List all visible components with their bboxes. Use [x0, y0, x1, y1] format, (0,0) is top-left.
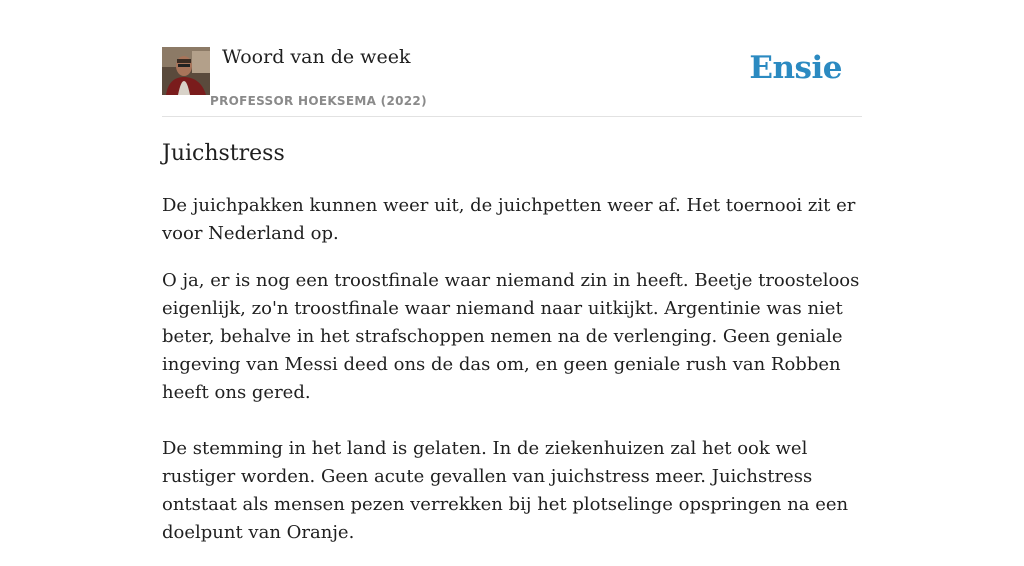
article-paragraph: De stemming in het land is gelaten. In de ziekenhuizen zal het ook wel rustiger worden. Geen acute gevallen van juichstress meer. Juichstress ontstaat als mensen pezen verrekken bij het plotselinge opspringen na een doelpunt van Oranje.	[162, 438, 849, 543]
series-title[interactable]: Woord van de week	[222, 46, 411, 68]
author-line[interactable]: PROFESSOR HOEKSEMA (2022)	[210, 94, 427, 108]
article-body	[162, 138, 862, 566]
article-paragraph: De juichpakken kunnen weer uit, de juichpetten weer af. Het toernooi zit er voor Nederland op.	[162, 195, 856, 244]
avatar-photo	[162, 47, 210, 95]
article-title: Juichstress	[162, 141, 285, 166]
brand-logo[interactable]: Ensie	[749, 50, 842, 86]
article-paragraph: O ja, er is nog een troostfinale waar niemand zin in heeft. Beetje troosteloos eigenlijk, zo'n troostfinale waar niemand naar uitkijkt. Argentinie was niet beter, behalve in het strafschoppen nemen na de verlenging. Geen geniale ingeving van Messi deed ons de das om, en geen geniale rush van Robben heeft ons gered.	[162, 270, 860, 403]
paragraph-spacer	[162, 426, 862, 435]
article-header	[162, 44, 862, 117]
author-avatar[interactable]	[162, 47, 210, 95]
